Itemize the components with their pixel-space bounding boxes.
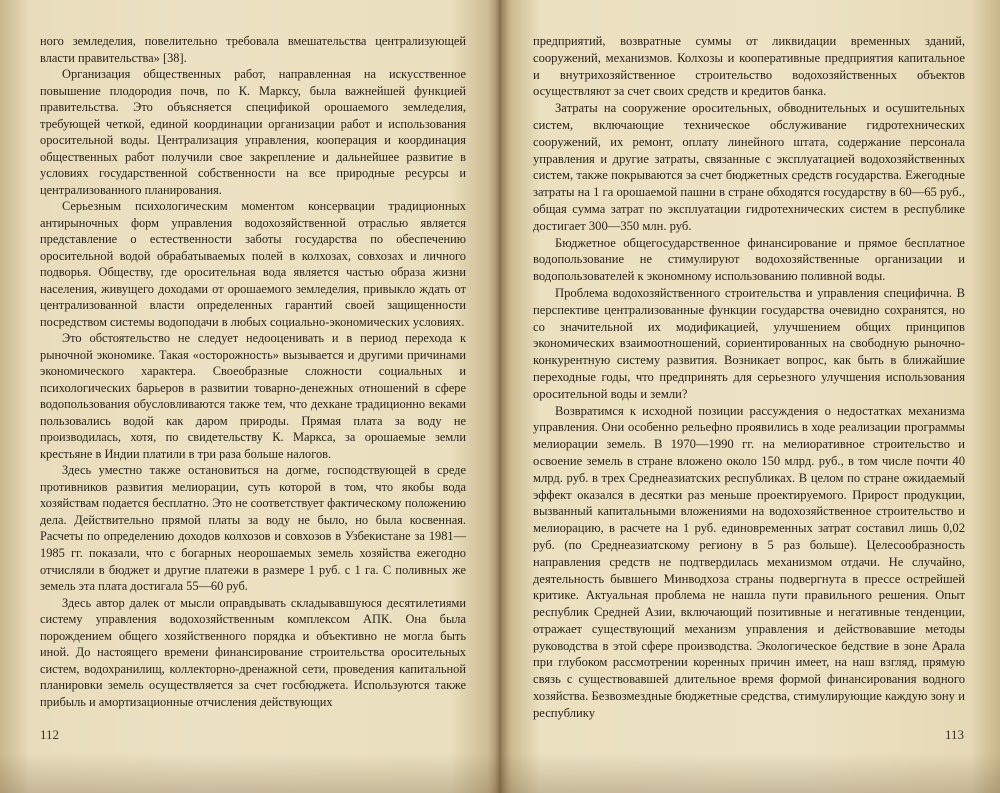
paragraph: Серьезным психологическим моментом консервации традиционных антирыночных форм управления водохозяйственной отраслью является представление о естественности заботы государства по обеспечению оросительной водой обрабатываемых полей в колхозах, совхозах и личного подворья. Обществу, где оросительная вода является частью образа жизни населения, живущего доходами от орошаемого земледелия, привыкло ждать от централизованной власти определенных гарантий своей защищенности посредством системы водоподачи в любых социально-экономических условиях. [40,199,466,329]
page-number: 112 [40,727,60,742]
paragraph: Возвратимся к исходной позиции рассуждения о недостатках механизма управления. Они особенно рельефно проявились в ходе реализации программы мелиорации земель. В 1970—1990 гг. на мелиоративное строительство и освоение земель в стране вложено около 150 млрд. руб., в том числе почти 40 млрд. руб. в трех Среднеазиатских республиках. В целом по стране ожидаемый эффект оказался в десятки раз меньше проектируемого. Прирост продукции, вызванный капитальными вложениями на водохозяйственное строительство и мелиорацию, в расчете на 1 руб. единовременных затрат составил лишь 0,02 руб. (по Среднеазиатскому региону в 5 раз больше). Целесообразность направления средств не подтвердилась механизмом отдачи. Не случайно, деятельность бывшего Минводхоза страны подвергнута в прессе острейшей критике. Актуальная проблема не нашла пути правильного решения. Опыт республик Средней Азии, включающий позитивные и негативные тенденции, отражает существующий механизм управления и действовавшие методы руководства в этой сфере производства. Экологическое бедствие в зоне Арала при глубоком рассмотрении коренных причин имеет, на наш взгляд, прямую связь с существовавшей длительное время формой финансирования водного хозяйства. Безвозмездные бюджетные средства, стимулирующие каждую зону и республику [533,403,965,720]
paragraph: предприятий, возвратные суммы от ликвидации временных зданий, сооружений, механизмов. Колхозы и кооперативные предприятия капитальное и внутрихозяйственное строительство водохозяйственных объектов осуществляют за счет своих средств и кредитов банка. [533,34,965,99]
paragraph: Бюджетное общегосударственное финансирование и прямое бесплатное водопользование не стимулируют водохозяйственные организации и водопользователей к экономному использованию поливной воды. [533,235,965,284]
right-page-text [533,33,965,722]
paragraph: Организация общественных работ, направленная на искусственное повышение плодородия почв, по К. Марксу, была важнейшей функцией правительства. Это объясняется спецификой орошаемого земледелия, требующей четкой, единой координации организации работ и использования оросительной воды. Централизация управления, кооперация и координация общественных работ получили свое закрепление и дальнейшее развитие в условиях государственной собственности на все природные ресурсы и централизованного планирования. [40,67,466,197]
paragraph: Здесь уместно также остановиться на догме, господствующей в среде противников развития мелиорации, суть которой в том, что якобы вода хозяйствам подается бесплатно. Это не соответствует фактическому положению дела. Действительно прямой платы за воду не было, но была косвенная. Расчеты по определению доходов колхозов и совхозов в Узбекистане за 1981—1985 гг. показали, что с богарных неорошаемых земель хозяйства ежегодно отчисляли в бюджет и другие платежи в размере 1 руб. с 1 га. С поливных же земель эта плата достигала 55—60 руб. [40,463,466,594]
page-number: 113 [945,727,965,742]
paragraph: Это обстоятельство не следует недооценивать и в период перехода к рыночной экономике. Такая «осторожность» вызывается и другими причинами экономического характера. Своеобразные сложности социальных и психологических барьеров в развитии товарно-денежных отношений в сфере водопользования обусловливаются также тем, что дехкане традиционно веками пользовались водой как даром природы. Прямая плата за воду не производилась, хотя, по свидетельству К. Маркса, за орошаемые земли крестьяне в Индии платили в три раза больше налогов. [40,331,466,461]
right-page [500,0,1000,793]
paragraph: Здесь автор далек от мысли оправдывать складывавшуюся десятилетиями систему управления водохозяйственным комплексом АПК. Она была порождением общего хозяйственного порядка и объективно не могла быть иной. До настоящего времени финансирование строительства оросительных систем, водохранилищ, коллекторно-дренажной сети, проведения капитальной планировки земель осуществляется за счет госбюджета. Используются также прибыль и амортизационные отчисления действующих [40,595,466,709]
paragraph: ного земледелия, повелительно требовала вмешательства централизующей власти правительства» [38]. [40,34,466,65]
paragraph: Проблема водохозяйственного строительства и управления специфична. В перспективе централизованные функции государства очевидно сохранятся, но со значительной их модификацией, улучшением общих принципов экономических взаимоотношений, сориентированных на свободную рыночно-конкурентную систему развития. Возникает вопрос, как быть в ближайшие переходные годы, что предпринять для серьезного улучшения использования оросительной воды и земли? [533,285,965,401]
paragraph: Затраты на сооружение оросительных, обводнительных и осушительных систем, включающие техническое обслуживание гидротехнических сооружений, их ремонт, оплату линейного штата, содержание персонала управления и другие затраты, связанные с эксплуатацией водохозяйственных систем, также покрываются за счет бюджетных средств государства. Ежегодные затраты на 1 га орошаемой пашни в стране обходятся государству в 60—65 руб., общая сумма затрат по эксплуатации гидротехнических систем в республике достигает 300—350 млн. руб. [533,101,965,233]
left-page-text [40,33,466,710]
